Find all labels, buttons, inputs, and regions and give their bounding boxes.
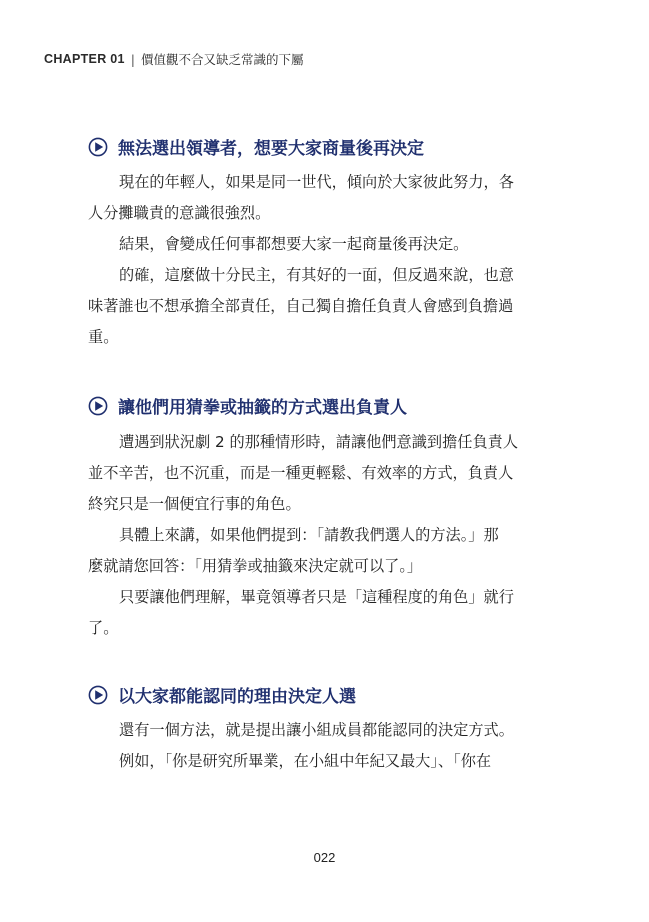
running-header [44,50,304,68]
text-line: 的確，這麼做十分民主，有其好的一面，但反過來說，也意 [119,266,514,284]
paragraph [88,167,548,229]
triangle-play-icon [88,396,108,416]
text-line: 結果，會變成任何事都想要大家一起商量後再決定。 [119,235,469,253]
paragraph [88,260,548,353]
chapter-title: 價值觀不合又缺乏常識的下屬 [141,52,304,67]
paragraph [88,715,548,746]
text-line: 只要讓他們理解，畢竟領導者只是「這種程度的角色」就行 [119,588,514,606]
paragraph [88,229,548,260]
paragraph [88,427,548,520]
section-heading-text: 讓他們用猜拳或抽籤的方式選出負責人 [118,398,407,418]
text-line: 並不辛苦，也不沉重，而是一種更輕鬆、有效率的方式，負責人 [88,464,514,482]
section-heading-1 [88,134,424,159]
text-line: 具體上來講，如果他們提到：「請教我們選人的方法。」那 [119,526,499,544]
triangle-play-icon [88,685,108,705]
text-line: 了。 [88,619,119,637]
text-line: 現在的年輕人，如果是同一世代，傾向於大家彼此努力，各 [119,173,514,191]
chapter-label: CHAPTER 01 [44,52,125,66]
paragraph [88,746,548,777]
text-line: 終究只是一個便宜行事的角色。 [88,495,301,513]
text-line: 人分攤職責的意識很強烈。 [88,204,271,222]
text-line: 還有一個方法，就是提出讓小組成員都能認同的決定方式。 [119,721,514,739]
paragraph [88,520,548,582]
section-heading-text: 以大家都能認同的理由決定人選 [118,687,356,707]
text-line: 麼就請您回答：「用猜拳或抽籤來決定就可以了。」 [88,557,423,575]
paragraph [88,582,548,644]
page-number: 022 [313,850,336,865]
section-heading-3 [88,682,356,707]
section-heading-text: 無法選出領導者，想要大家商量後再決定 [118,139,424,159]
text-line: 遭遇到狀況劇 2 的那種情形時，請讓他們意識到擔任負責人 [119,433,519,451]
text-line: 味著誰也不想承擔全部責任，自己獨自擔任負責人會感到負擔過 [88,297,514,315]
text-line: 重。 [88,328,119,346]
header-separator: | [130,51,136,67]
triangle-play-icon [88,137,108,157]
text-line: 例如，「你是研究所畢業，在小組中年紀又最大」、「你在 [119,752,492,770]
section-heading-2 [88,393,407,418]
